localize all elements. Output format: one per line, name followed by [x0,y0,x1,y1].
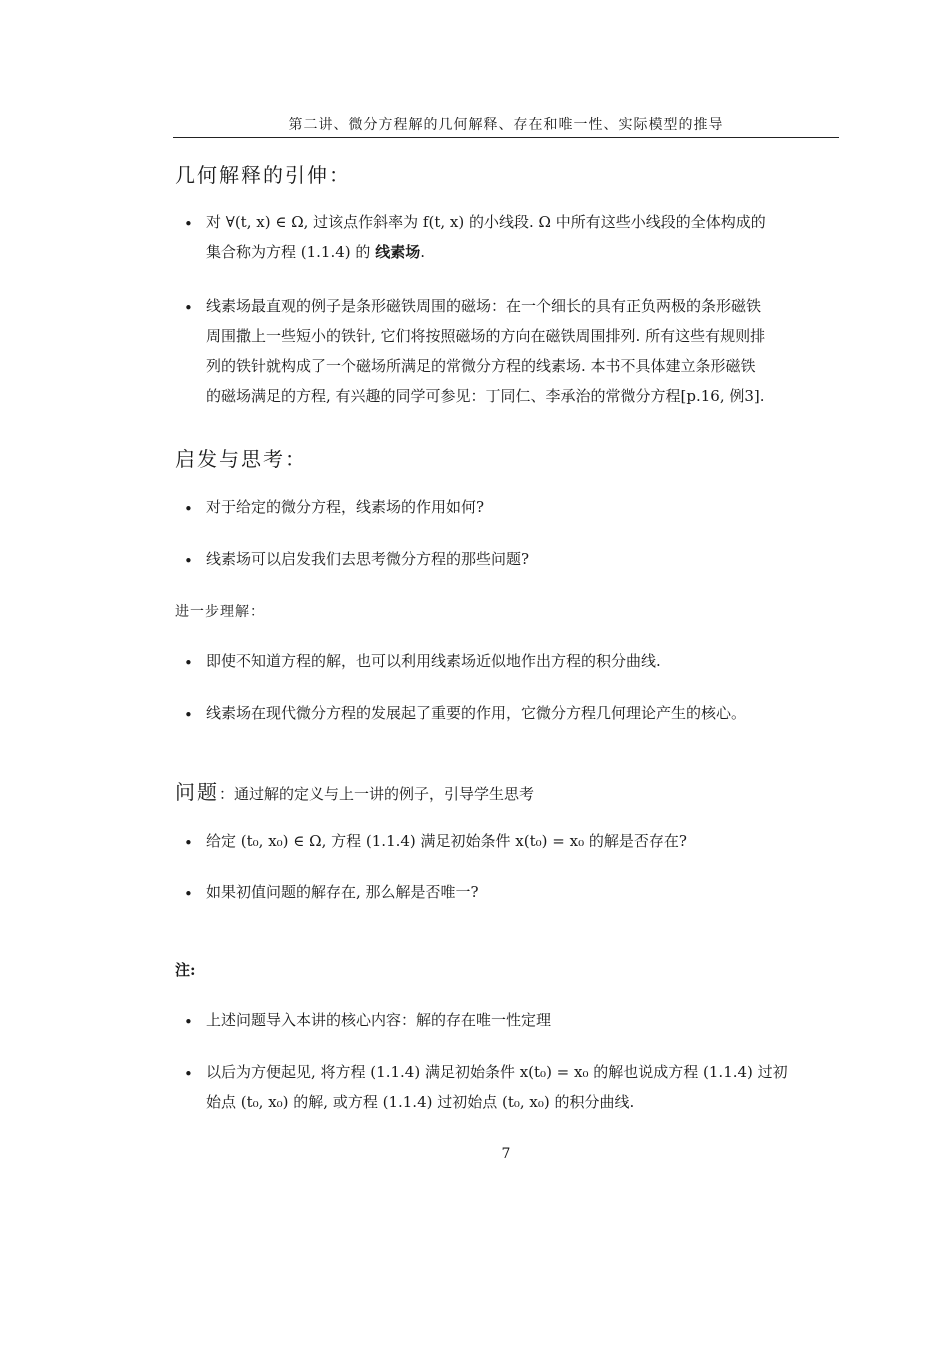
bullet-icon: • [184,1013,193,1031]
bullet-icon: • [184,1065,193,1083]
bullet-icon: • [184,215,193,233]
bullet-icon: • [184,299,193,317]
item-line: 以后为方便起见, 将方程 (1.1.4) 满足初始条件 x(t₀) = x₀ 的解也说成方程 (1.1.4) 过初 [206,1063,788,1081]
item-line: 对于给定的微分方程，线素场的作用如何? [206,498,485,516]
problem-title: 问题 [175,780,219,804]
list-item [206,1005,832,1035]
item-line [206,237,832,267]
item-text: . [420,243,425,261]
section-heading-note: 注: [175,961,196,979]
list-item [206,826,832,856]
bullet-icon: • [184,654,193,672]
item-line: 线素场可以启发我们去思考微分方程的那些问题? [206,550,530,568]
section-heading-inspire: 启发与思考： [175,447,307,471]
list-item [206,291,832,411]
item-line: 的磁场满足的方程, 有兴趣的同学可参见：丁同仁、李承治的常微分方程[p.16, 例3]. [206,387,765,405]
section-heading-geometric: 几何解释的引伸： [175,163,351,187]
item-line: 给定 (t₀, x₀) ∈ Ω, 方程 (1.1.4) 满足初始条件 x(t₀) = x₀ 的解是否存在? [206,832,687,850]
bullet-icon: • [184,500,193,518]
list-item [206,646,832,676]
item-line: 线素场在现代微分方程的发展起了重要的作用，它微分方程几何理论产生的核心。 [206,704,747,722]
item-line: 即使不知道方程的解，也可以利用线素场近似地作出方程的积分曲线. [206,652,661,670]
problem-subtitle: ：通过解的定义与上一讲的例子，引导学生思考 [219,785,535,803]
bullet-icon: • [184,706,193,724]
list-item [206,544,832,574]
list-item [206,492,832,522]
item-line: 上述问题导入本讲的核心内容：解的存在唯一性定理 [206,1011,552,1029]
section-heading-problem [175,776,534,805]
section-heading-further: 进一步理解： [175,604,265,620]
bullet-icon: • [184,885,193,903]
bullet-icon: • [184,552,193,570]
item-line: 线素场最直观的例子是条形磁铁周围的磁场：在一个细长的具有正负两极的条形磁铁 [206,297,762,315]
item-line: 对 ∀(t, x) ∈ Ω, 过该点作斜率为 f(t, x) 的小线段. Ω 中所有这些小线段的全体构成的 [206,213,766,231]
item-line: 如果初值问题的解存在, 那么解是否唯一? [206,883,479,901]
running-header: 第二讲、微分方程解的几何解释、存在和唯一性、实际模型的推导 [288,117,724,133]
item-line: 始点 (t₀, x₀) 的解, 或方程 (1.1.4) 过初始点 (t₀, x₀) 的积分曲线. [206,1093,635,1111]
item-line: 周围撒上一些短小的铁针, 它们将按照磁场的方向在磁铁周围排列. 所有这些有规则排 [206,327,766,345]
list-item [206,1057,832,1117]
list-item [206,877,832,907]
bullet-icon: • [184,834,193,852]
list-item [206,207,832,267]
term-bold: 线素场 [375,243,421,261]
item-text: 集合称为方程 (1.1.4) 的 [206,243,376,261]
list-item [206,698,832,728]
page-number: 7 [501,1146,511,1162]
header-rule [173,137,839,138]
item-line: 列的铁针就构成了一个磁场所满足的常微分方程的线素场. 本书不具体建立条形磁铁 [206,357,756,375]
